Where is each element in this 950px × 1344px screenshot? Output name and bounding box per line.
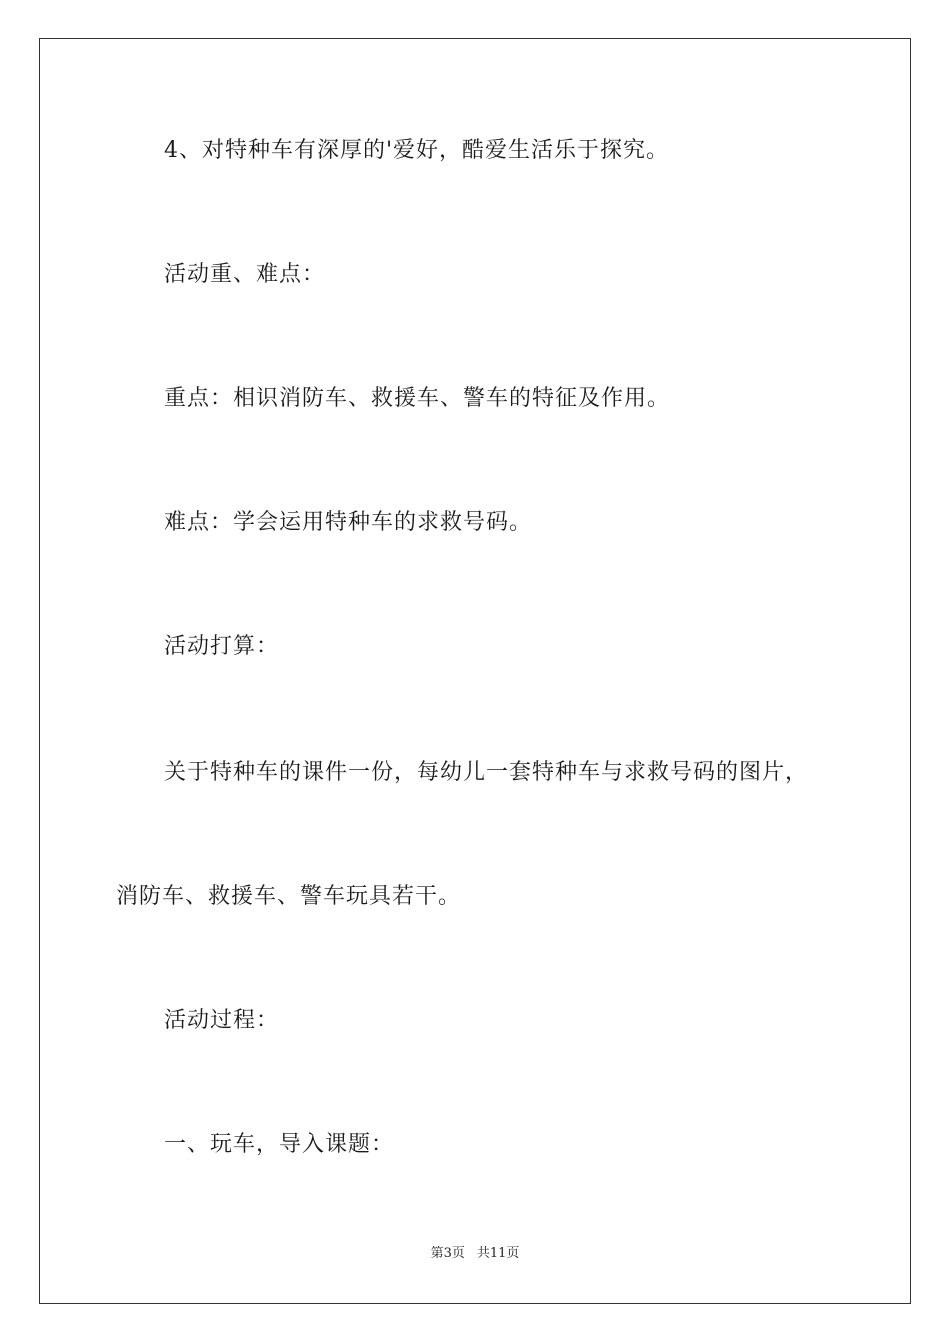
paragraph-difficult-point: 难点：学会运用特种车的求救号码。 <box>164 510 533 535</box>
paragraph-key-point: 重点：相识消防车、救援车、警车的特征及作用。 <box>164 386 671 411</box>
page-footer <box>0 1245 950 1263</box>
page-number-current: 第3页 <box>430 1246 465 1261</box>
paragraph-materials-line-1: 关于特种车的课件一份，每幼儿一套特种车与求救号码的图片， <box>164 760 809 785</box>
heading-key-difficult-points: 活动重、难点： <box>164 262 326 287</box>
paragraph-goal-4: 4、对特种车有深厚的'爱好，酷爱生活乐于探究。 <box>164 138 670 163</box>
paragraph-materials-line-2: 消防车、救援车、警车玩具若干。 <box>116 884 462 909</box>
page-number-total: 共11页 <box>476 1246 520 1261</box>
heading-activity-preparation: 活动打算： <box>164 634 280 659</box>
heading-activity-process: 活动过程： <box>164 1008 280 1033</box>
page-border <box>39 38 911 1304</box>
heading-step-one: 一、玩车，导入课题： <box>164 1132 395 1157</box>
